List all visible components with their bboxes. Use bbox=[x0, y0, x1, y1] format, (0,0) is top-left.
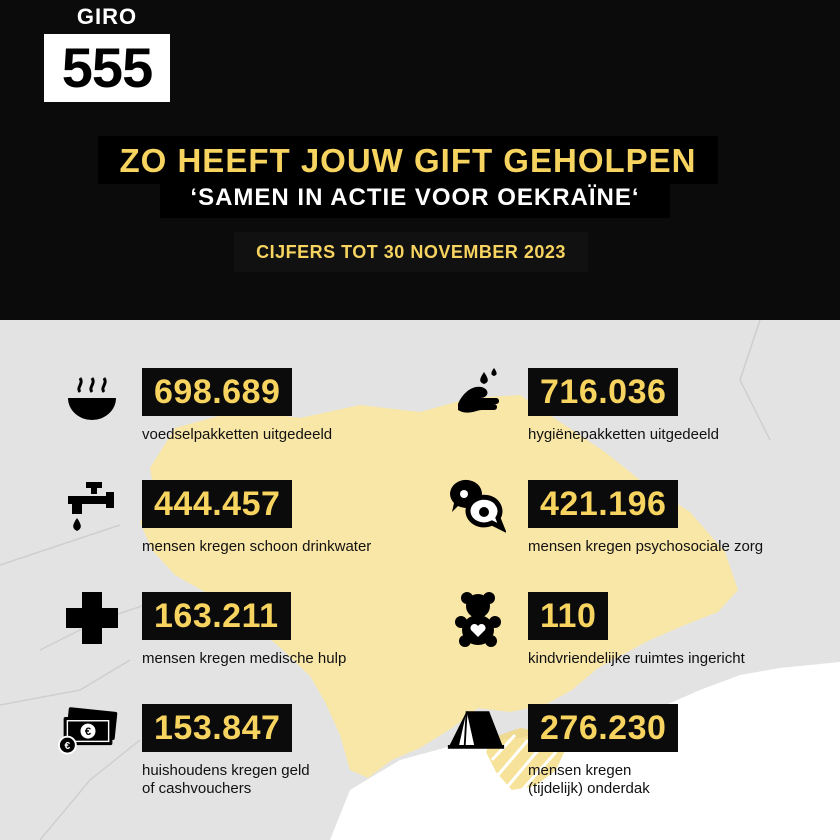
page-subtitle: ‘SAMEN IN ACTIE VOOR OEKRAÏNE‘ bbox=[190, 184, 640, 211]
teddy-bear-icon bbox=[448, 588, 508, 648]
stat-label-shelter-line2: (tijdelijk) onderdak bbox=[528, 780, 650, 797]
svg-text:€: € bbox=[84, 725, 92, 738]
giro-number: 555 bbox=[44, 34, 170, 102]
soup-bowl-icon bbox=[62, 364, 122, 424]
stat-value-water: 444.457 bbox=[142, 480, 292, 528]
hand-washing-icon bbox=[450, 364, 510, 424]
water-tap-icon bbox=[62, 476, 122, 536]
stat-label-hygiene: hygiënepakketten uitgedeeld bbox=[528, 426, 719, 443]
stat-value-hygiene: 716.036 bbox=[528, 368, 678, 416]
stat-value-cash: 153.847 bbox=[142, 704, 292, 752]
stat-value-food: 698.689 bbox=[142, 368, 292, 416]
stat-label-medical: mensen kregen medische hulp bbox=[142, 650, 347, 667]
tent-icon bbox=[446, 700, 506, 760]
date-note: CIJFERS TOT 30 NOVEMBER 2023 bbox=[256, 242, 566, 262]
svg-text:€: € bbox=[64, 740, 71, 752]
stat-label-food: voedselpakketten uitgedeeld bbox=[142, 426, 333, 443]
stat-label-cash-line1: huishoudens kregen geld bbox=[142, 762, 310, 779]
money-euro-icon bbox=[58, 702, 118, 762]
speech-bubbles-icon bbox=[446, 476, 506, 536]
page-title: ZO HEEFT JOUW GIFT GEHOLPEN bbox=[119, 142, 697, 179]
stat-value-child-spaces: 110 bbox=[528, 592, 608, 640]
ukraine-map bbox=[0, 320, 840, 840]
stat-label-water: mensen kregen schoon drinkwater bbox=[142, 538, 372, 555]
medical-cross-icon bbox=[62, 588, 122, 648]
stat-label-psychosocial: mensen kregen psychosociale zorg bbox=[528, 538, 764, 555]
stat-label-cash-line2: of cashvouchers bbox=[142, 780, 252, 797]
giro-label: GIRO bbox=[44, 0, 170, 34]
stat-label-child-spaces: kindvriendelijke ruimtes ingericht bbox=[528, 650, 745, 667]
stat-value-medical: 163.211 bbox=[142, 592, 291, 640]
stat-label-shelter-line1: mensen kregen bbox=[528, 762, 632, 779]
stat-value-psychosocial: 421.196 bbox=[528, 480, 678, 528]
stat-value-shelter: 276.230 bbox=[528, 704, 678, 752]
